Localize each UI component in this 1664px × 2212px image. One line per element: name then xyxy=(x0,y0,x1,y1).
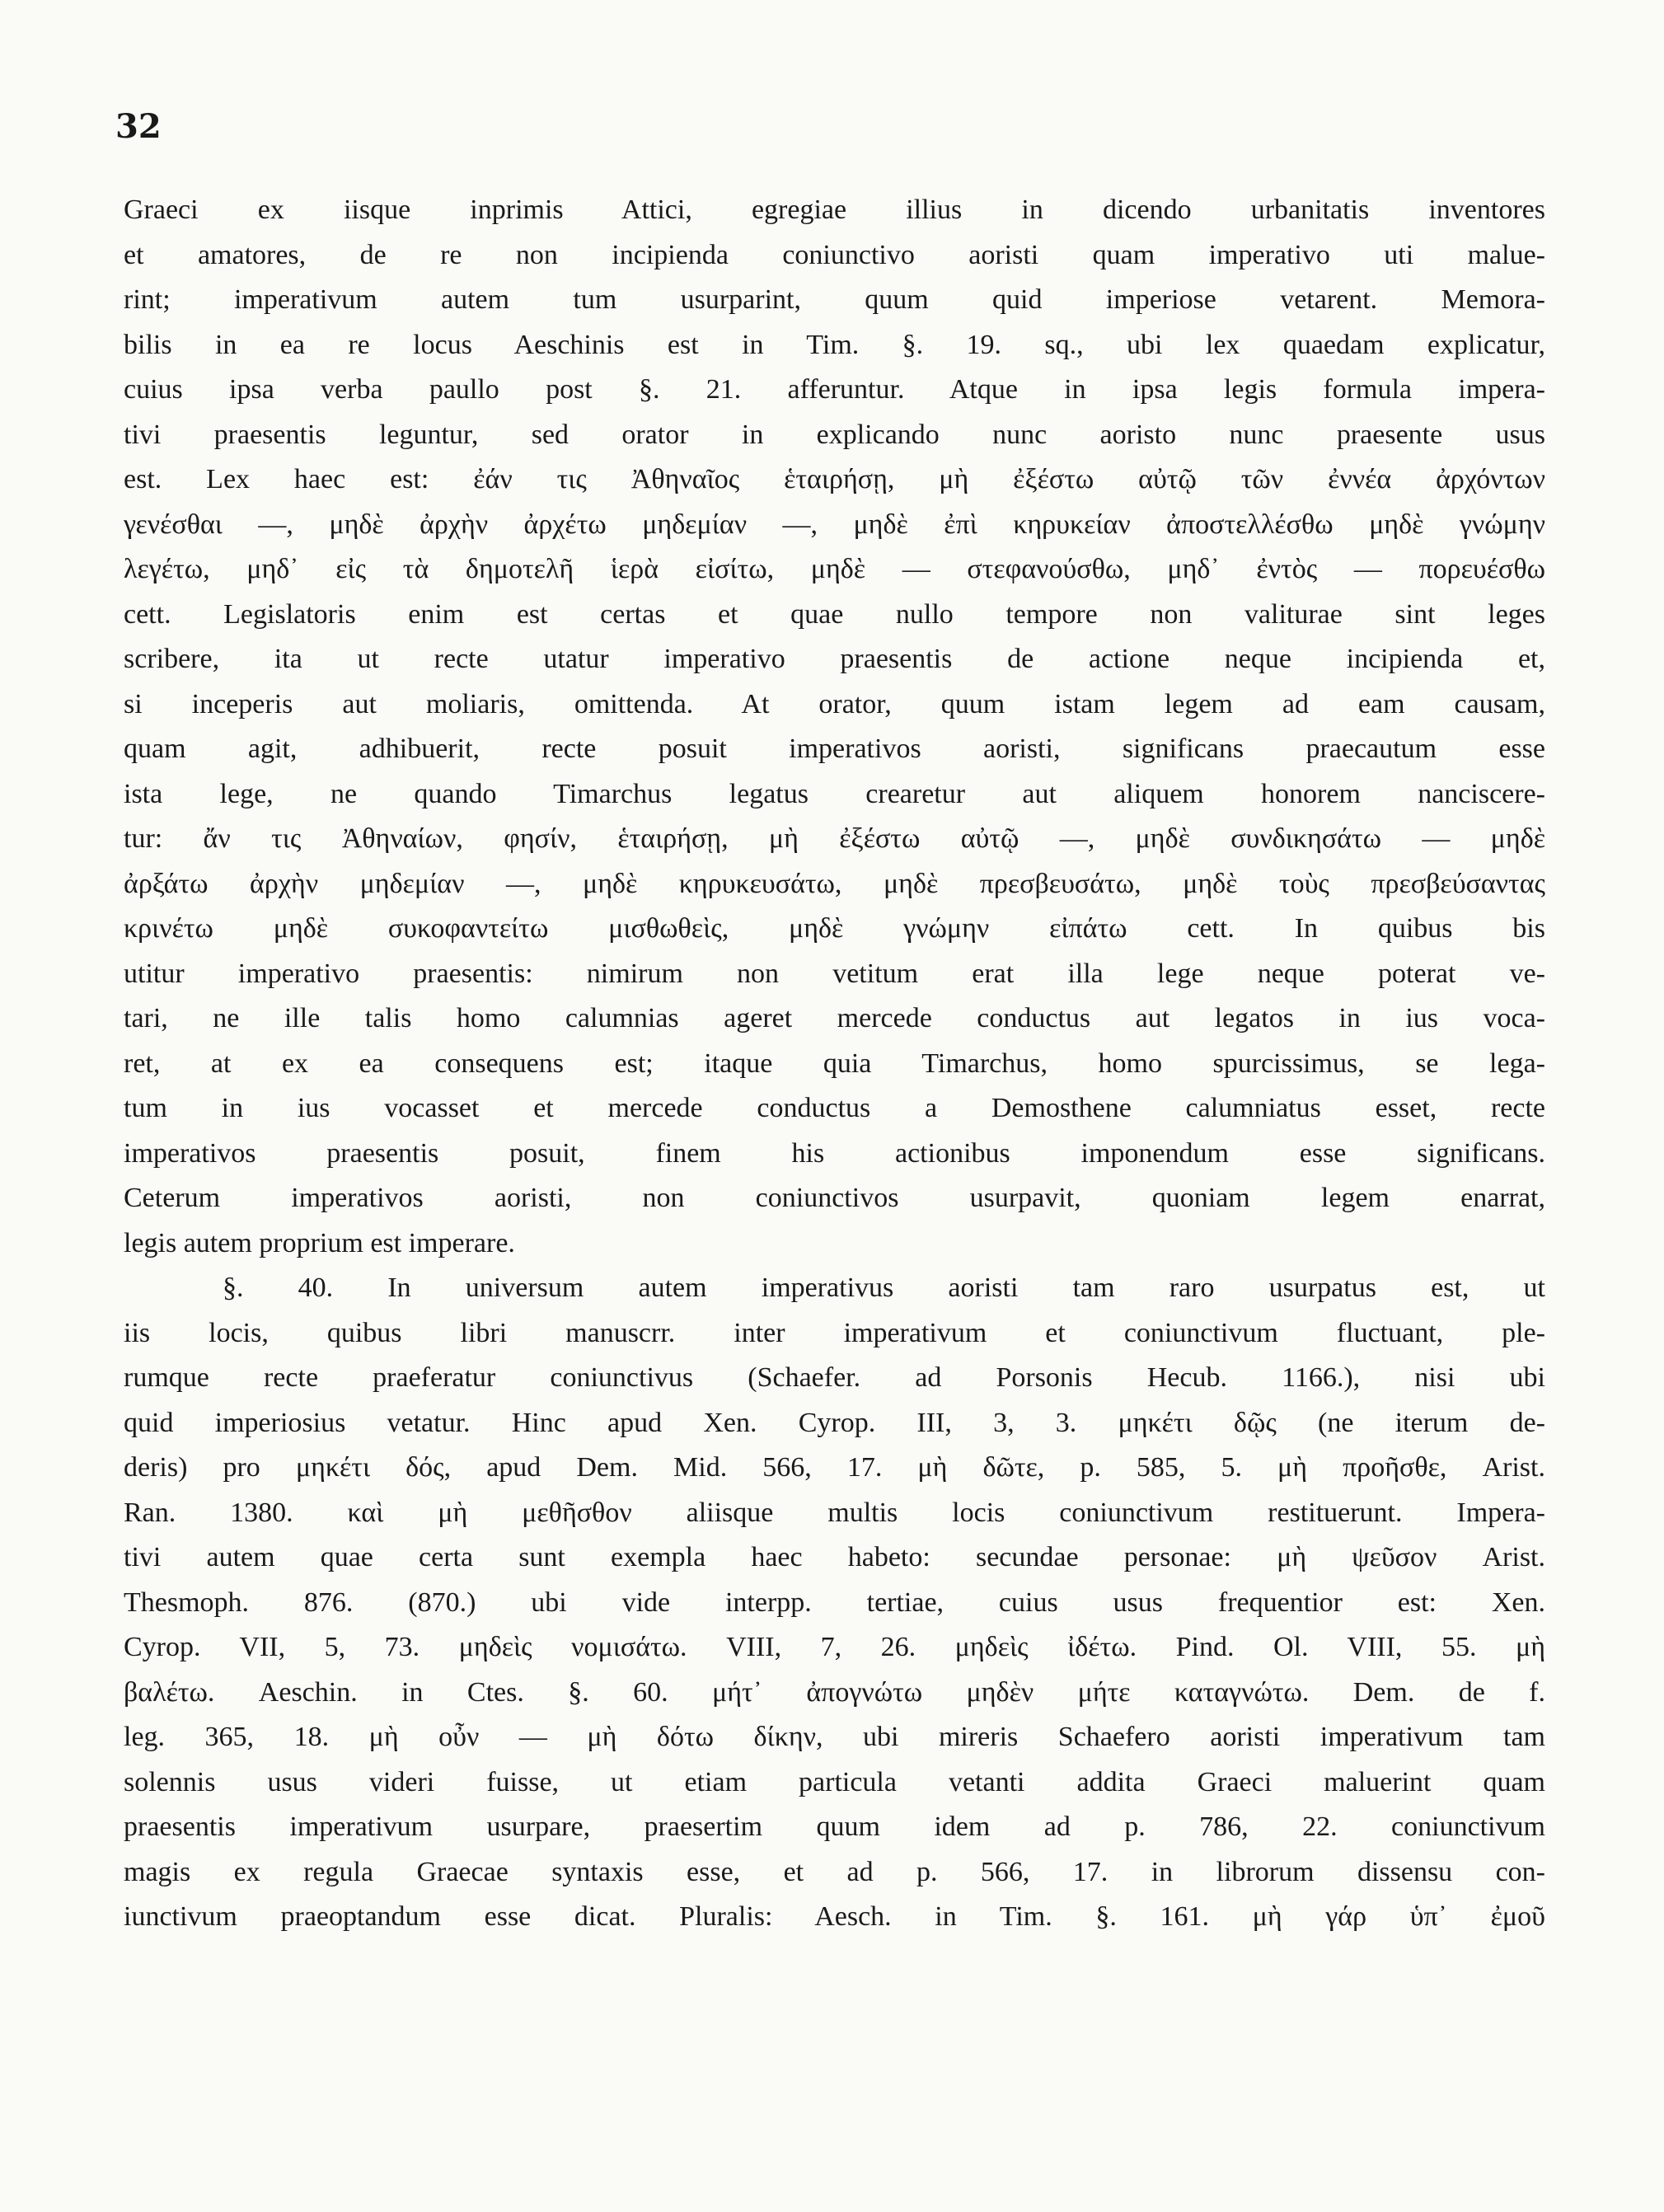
section-start-line: §. 40. In universum autem imperativus aoristi tam raro usurpatus est, ut xyxy=(223,1272,1545,1303)
text-line: si inceperis aut moliaris, omittenda. At orator, quum istam legem ad eam causam, xyxy=(124,688,1545,719)
text-line: tivi autem quae certa sunt exempla haec habeto: secundae personae: μὴ ψεῦσον Arist. xyxy=(124,1542,1545,1572)
text-line: Thesmoph. 876. (870.) ubi vide interpp. tertiae, cuius usus frequentior est: Xen. xyxy=(124,1586,1545,1618)
text-line: solennis usus videri fuisse, ut etiam particula vetanti addita Graeci maluerint quam xyxy=(124,1766,1545,1797)
text-line: est. Lex haec est: ἐάν τις Ἀθηναῖος ἑταιρήσῃ, μὴ ἐξέστω αὐτῷ τῶν ἐννέα ἀρχόντων xyxy=(124,464,1545,494)
text-line: rint; imperativum autem tum usurparint, quum quid imperiose vetarent. Memora- xyxy=(124,284,1545,315)
text-line: iunctivum praeoptandum esse dicat. Pluralis: Aesch. in Tim. §. 161. μὴ γάρ ὑπ᾽ ἐμοῦ xyxy=(124,1901,1545,1932)
text-line: deris) pro μηκέτι δός, apud Dem. Mid. 566, 17. μὴ δῶτε, p. 585, 5. μὴ προῆσθε, Arist. xyxy=(124,1452,1545,1483)
page-number: 32 xyxy=(115,107,162,146)
text-line: ἀρξάτω ἀρχὴν μηδεμίαν —, μηδὲ κηρυκευσάτω, μηδὲ πρεσβευσάτω, μηδὲ τοὺς πρεσβεύσαντας xyxy=(124,868,1545,899)
text-line: bilis in ea re locus Aeschinis est in Tim. §. 19. sq., ubi lex quaedam explicatur, xyxy=(124,329,1545,360)
text-line: βαλέτω. Aeschin. in Ctes. §. 60. μήτ᾽ ἀπογνώτω μηδὲν μήτε καταγνώτω. Dem. de f. xyxy=(124,1676,1545,1708)
text-line: Ran. 1380. καὶ μὴ μεθῆσθον aliisque multis locis coniunctivum restituerunt. Impera- xyxy=(124,1497,1545,1528)
text-line: tari, ne ille talis homo calumnias ageret mercede conductus aut legatos in ius voca- xyxy=(124,1003,1545,1033)
text-line: Cyrop. VII, 5, 73. μηδεὶς νομισάτω. VIII, 7, 26. μηδεὶς ἰδέτω. Pind. Ol. VIII, 55. μὴ xyxy=(124,1632,1545,1662)
text-line: imperativos praesentis posuit, finem his actionibus imponendum esse significans. xyxy=(124,1137,1545,1169)
text-line: tum in ius vocasset et mercede conductus a Demosthene calumniatus esset, recte xyxy=(124,1093,1545,1123)
text-line: iis locis, quibus libri manuscrr. inter imperativum et coniunctivum fluctuant, ple- xyxy=(124,1317,1545,1348)
body-text xyxy=(124,188,1545,1940)
text-line: et amatores, de re non incipienda coniunctivo aoristi quam imperativo uti malue- xyxy=(124,239,1545,270)
text-line: utitur imperativo praesentis: nimirum non vetitum erat illa lege neque poterat ve- xyxy=(124,958,1545,989)
text-line: cett. Legislatoris enim est certas et quae nullo tempore non valiturae sint leges xyxy=(124,598,1545,630)
text-line: cuius ipsa verba paullo post §. 21. afferuntur. Atque in ipsa legis formula impera- xyxy=(124,374,1545,405)
text-line: γενέσθαι —, μηδὲ ἀρχὴν ἀρχέτω μηδεμίαν —, μηδὲ ἐπὶ κηρυκείαν ἀποστελλέσθω μηδὲ γνώμην xyxy=(124,508,1545,540)
text-line: tur: ἄν τις Ἀθηναίων, φησίν, ἑταιρήσῃ, μὴ ἐξέστω αὐτῷ —, μηδὲ συνδικησάτω — μηδὲ xyxy=(124,823,1545,854)
text-line: ista lege, ne quando Timarchus legatus crearetur aut aliquem honorem nanciscere- xyxy=(124,778,1545,809)
text-line: Ceterum imperativos aoristi, non coniunctivos usurpavit, quoniam legem enarrat, xyxy=(124,1183,1545,1213)
text-line: legis autem proprium est imperare. xyxy=(124,1227,515,1258)
text-line: ret, at ex ea consequens est; itaque quia Timarchus, homo spurcissimus, se lega- xyxy=(124,1047,1545,1079)
text-line: magis ex regula Graecae syntaxis esse, et ad p. 566, 17. in librorum dissensu con- xyxy=(124,1856,1545,1887)
text-line: λεγέτω, μηδ᾽ εἰς τὰ δημοτελῆ ἱερὰ εἰσίτω, μηδὲ — στεφανούσθω, μηδ᾽ ἐντὸς — πορευέσθω xyxy=(124,554,1545,584)
text-line: quid imperiosius vetatur. Hinc apud Xen. Cyrop. III, 3, 3. μηκέτι δῷς (ne iterum de- xyxy=(124,1407,1545,1438)
text-line: leg. 365, 18. μὴ οὖν — μὴ δότω δίκην, ubi mireris Schaefero aoristi imperativum tam xyxy=(124,1722,1545,1752)
text-line: scribere, ita ut recte utatur imperativo praesentis de actione neque incipienda et, xyxy=(124,644,1545,674)
text-line: quam agit, adhibuerit, recte posuit imperativos aoristi, significans praecautum esse xyxy=(124,733,1545,764)
text-line: κρινέτω μηδὲ συκοφαντείτω μισθωθεὶς, μηδὲ γνώμην εἰπάτω cett. In quibus bis xyxy=(124,913,1545,944)
text-line: praesentis imperativum usurpare, praesertim quum idem ad p. 786, 22. coniunctivum xyxy=(124,1811,1545,1842)
text-line: Graeci ex iisque inprimis Attici, egregiae illius in dicendo urbanitatis inventores xyxy=(124,194,1545,225)
text-line: tivi praesentis leguntur, sed orator in explicando nunc aoristo nunc praesente usus xyxy=(124,419,1545,450)
text-line: rumque recte praeferatur coniunctivus (Schaefer. ad Porsonis Hecub. 1166.), nisi ubi xyxy=(124,1362,1545,1393)
